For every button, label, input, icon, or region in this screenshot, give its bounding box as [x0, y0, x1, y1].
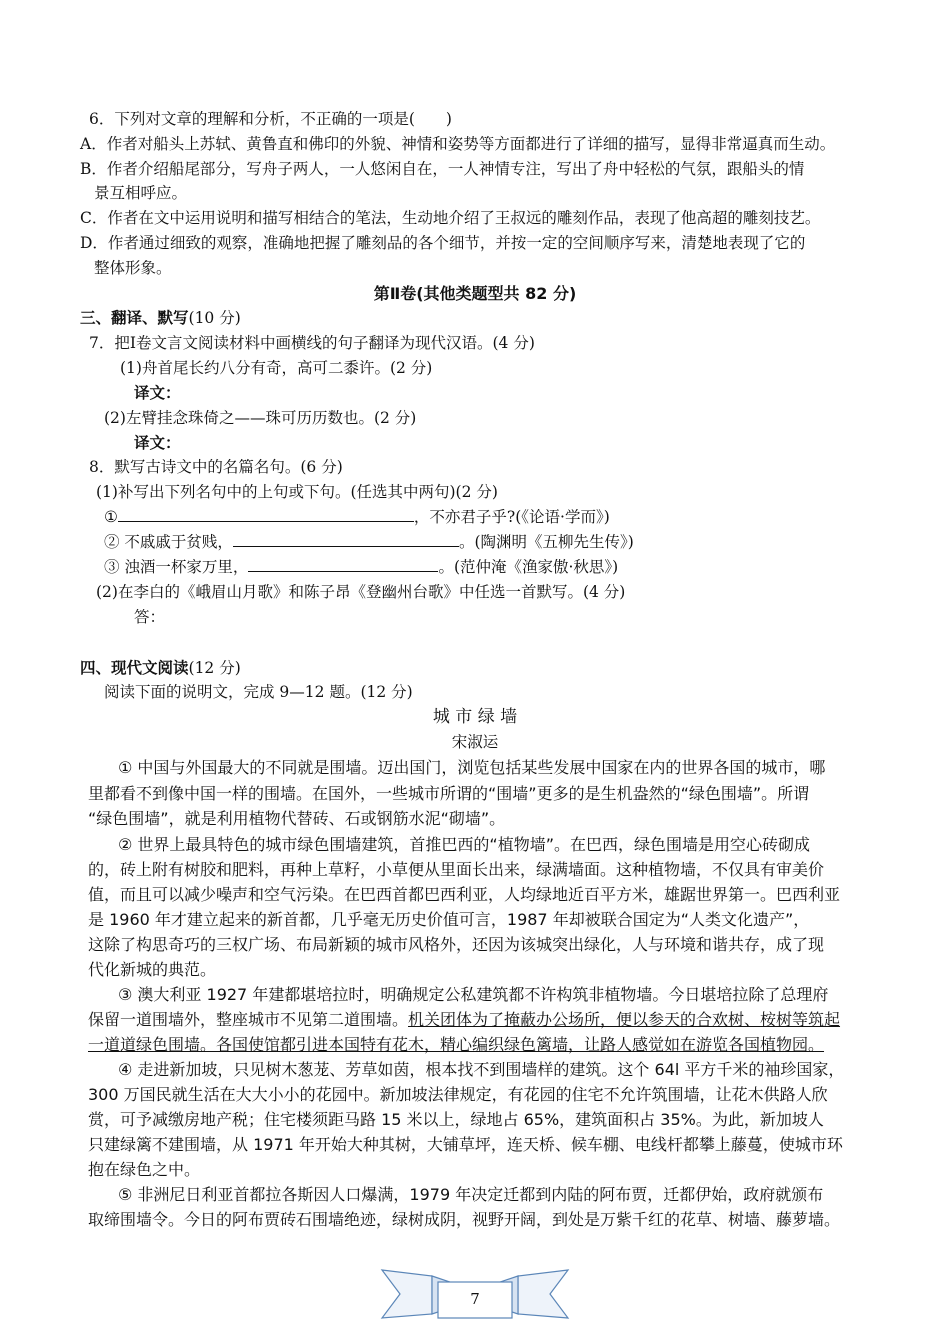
paragraph-5-line-1: ⑤ 非洲尼日利亚首都拉各斯因人口爆满，1979 年决定迁都到内陆的阿布贾，迁都伊始，政府就颁布	[118, 1185, 824, 1204]
paragraph-4-line-3: 赏，可予减缴房地产税；住宅楼须距马路 15 米以上，绿地占 65%，建筑面积占 35%。为此，新加坡人	[88, 1110, 824, 1129]
q7-sub2-answer-label: 译文：	[134, 434, 181, 452]
q8-sub1: (1)补写出下列名句中的上句或下句。(任选其中两句)(2 分)	[96, 483, 498, 501]
paragraph-1-line-1: ① 中国与外国最大的不同就是围墙。迈出国门，浏览包括某些发展中国家在内的世界各国的城市，哪	[118, 758, 826, 777]
q8-item-2	[104, 531, 634, 553]
paragraph-3-line-2-plain: 保留一道围墙外，整座城市不见第二道围墙。	[88, 1010, 409, 1029]
q6-option-a: A．作者对船头上苏轼、黄鲁直和佛印的外貌、神情和姿势等方面都进行了详细的描写，显得非常逼真而生动。	[80, 135, 836, 153]
paragraph-1-line-2: 里都看不到像中国一样的围墙。在国外，一些城市所谓的“围墙”更多的是生机盎然的“绿色围墙”。所谓	[88, 784, 810, 803]
section4-title: 四、现代文阅读	[80, 659, 189, 677]
q6-option-d: D．作者通过细致的观察，准确地把握了雕刻品的各个细节，并按一定的空间顺序写来，清楚地表现了它的	[80, 234, 806, 252]
q6-option-d-cont: 整体形象。	[94, 259, 172, 277]
paragraph-4-line-1: ④ 走进新加坡，只见树木葱茏、芳草如茵，根本找不到围墙样的建筑。这个 64l 平方千米的袖珍国家，	[118, 1060, 845, 1079]
paragraph-3-line-1: ③ 澳大利亚 1927 年建都堪培拉时，明确规定公私建筑都不许构筑非植物墙。今日堪培拉除了总理府	[118, 985, 829, 1004]
q8-item-1-number: ①	[104, 508, 118, 526]
q7-stem: 7．把Ⅰ卷文言文阅读材料中画横线的句子翻译为现代汉语。(4 分)	[89, 334, 535, 352]
q6-option-c: C．作者在文中运用说明和描写相结合的笔法，生动地介绍了王叔远的雕刻作品，表现了他高超的雕刻技艺。	[80, 209, 821, 227]
q8-item-2-blank[interactable]	[233, 531, 459, 547]
underlined-sentence-part-2: 一道道绿色围墙。各国使馆都引进本国特有花木，精心编织绿色篱墙，让路人感觉如在游览各国植物园。	[88, 1035, 825, 1054]
paragraph-1-line-3: “绿色围墙”，就是利用植物代替砖、石或钢筋水泥“砌墙”。	[88, 809, 506, 828]
reading-intro: 阅读下面的说明文，完成 9—12 题。(12 分)	[104, 683, 413, 701]
q8-item-3-text: ③ 浊酒一杯家万里，	[104, 558, 249, 576]
paragraph-4-line-2: 300 万国民就生活在大大小小的花园中。新加坡法律规定，有花园的住宅不允许筑围墙，让花木供路人欣	[88, 1085, 828, 1104]
paragraph-2-line-5: 这除了构思奇巧的三权广场、布局新颖的城市风格外，还因为该城突出绿化，人与环境和谐共存，成了现	[88, 935, 825, 954]
paragraph-4-line-5: 抱在绿色之中。	[88, 1160, 201, 1179]
section4-heading	[80, 657, 241, 679]
section3-heading	[80, 307, 241, 329]
paragraph-3-line-2	[88, 1009, 840, 1031]
section4-score: (12 分)	[188, 659, 241, 677]
q6-option-b: B．作者介绍船尾部分，写舟子两人，一人悠闲自在，一人神情专注，写出了舟中轻松的气氛，跟船头的情	[80, 160, 805, 178]
article-author: 宋淑运	[451, 733, 499, 751]
q8-item-3-blank[interactable]	[248, 556, 438, 572]
paragraph-2-line-6: 代化新城的典范。	[88, 960, 217, 979]
q8-sub2: (2)在李白的《峨眉山月歌》和陈子昂《登幽州台歌》中任选一首默写。(4 分)	[96, 583, 626, 601]
q8-item-3-source: 。(范仲淹《渔家傲·秋思》)	[438, 558, 619, 576]
q7-sub1-answer-label: 译文：	[134, 384, 181, 402]
q8-item-1-text: ，不亦君子乎?(《论语·学而》)	[413, 508, 610, 526]
paragraph-5-line-2: 取缔围墙令。今日的阿布贾砖石围墙绝迹，绿树成阴，视野开阔，到处是万紫千红的花草、树墙、藤萝墙。	[88, 1210, 841, 1229]
q8-item-1	[104, 506, 610, 528]
q6-stem: 6．下列对文章的理解和分析，不正确的一项是( )	[89, 110, 452, 128]
q7-sub2: (2)左臂挂念珠倚之——珠可历历数也。(2 分)	[104, 409, 417, 427]
paragraph-2-line-1: ② 世界上最具特色的城市绿色围墙建筑，首推巴西的“植物墙”。在巴西，绿色围墙是用空心砖砌成	[118, 835, 811, 854]
q8-item-2-text: ② 不戚戚于贫贱，	[104, 533, 233, 551]
q6-option-b-cont: 景互相呼应。	[94, 184, 188, 202]
q8-item-1-blank[interactable]	[118, 506, 414, 522]
paragraph-2-line-2: 的，砖上附有树胶和肥料，再种上草籽，小草便从里面长出来，绿满墙面。这种植物墙，不仅具有审美价	[88, 860, 825, 879]
q8-item-2-source: 。(陶渊明《五柳先生传》)	[458, 533, 634, 551]
underlined-sentence-part-1: 机关团体为了掩蔽办公场所，便以参天的合欢树、桉树等筑起	[408, 1010, 841, 1029]
paragraph-2-line-3: 值，而且可以减少噪声和空气污染。在巴西首都巴西利亚，人均绿地近百平方米，雄踞世界第一。巴西利亚	[88, 885, 841, 904]
q8-item-3	[104, 556, 618, 578]
page-number: 7	[470, 1290, 480, 1308]
article-title: 城 市 绿 墙	[432, 707, 518, 727]
paragraph-4-line-4: 只建绿篱不建围墙，从 1971 年开始大种其树，大铺草坪，连天桥、候车棚、电线杆都攀上藤蔓，使城市环	[88, 1135, 843, 1154]
paragraph-2-line-4: 是 1960 年才建立起来的新首都，几乎毫无历史价值可言，1987 年却被联合国定为“人类文化遗产”，	[88, 910, 810, 929]
part2-title: 第Ⅱ卷(其他类题型共 82 分)	[373, 284, 577, 303]
section3-title: 三、翻译、默写	[80, 309, 189, 327]
q8-sub2-answer-label: 答：	[134, 608, 166, 626]
section3-score: (10 分)	[188, 309, 241, 327]
q8-stem: 8．默写古诗文中的名篇名句。(6 分)	[89, 458, 343, 476]
q7-sub1: (1)舟首尾长约八分有奇，高可二黍许。(2 分)	[120, 359, 433, 377]
